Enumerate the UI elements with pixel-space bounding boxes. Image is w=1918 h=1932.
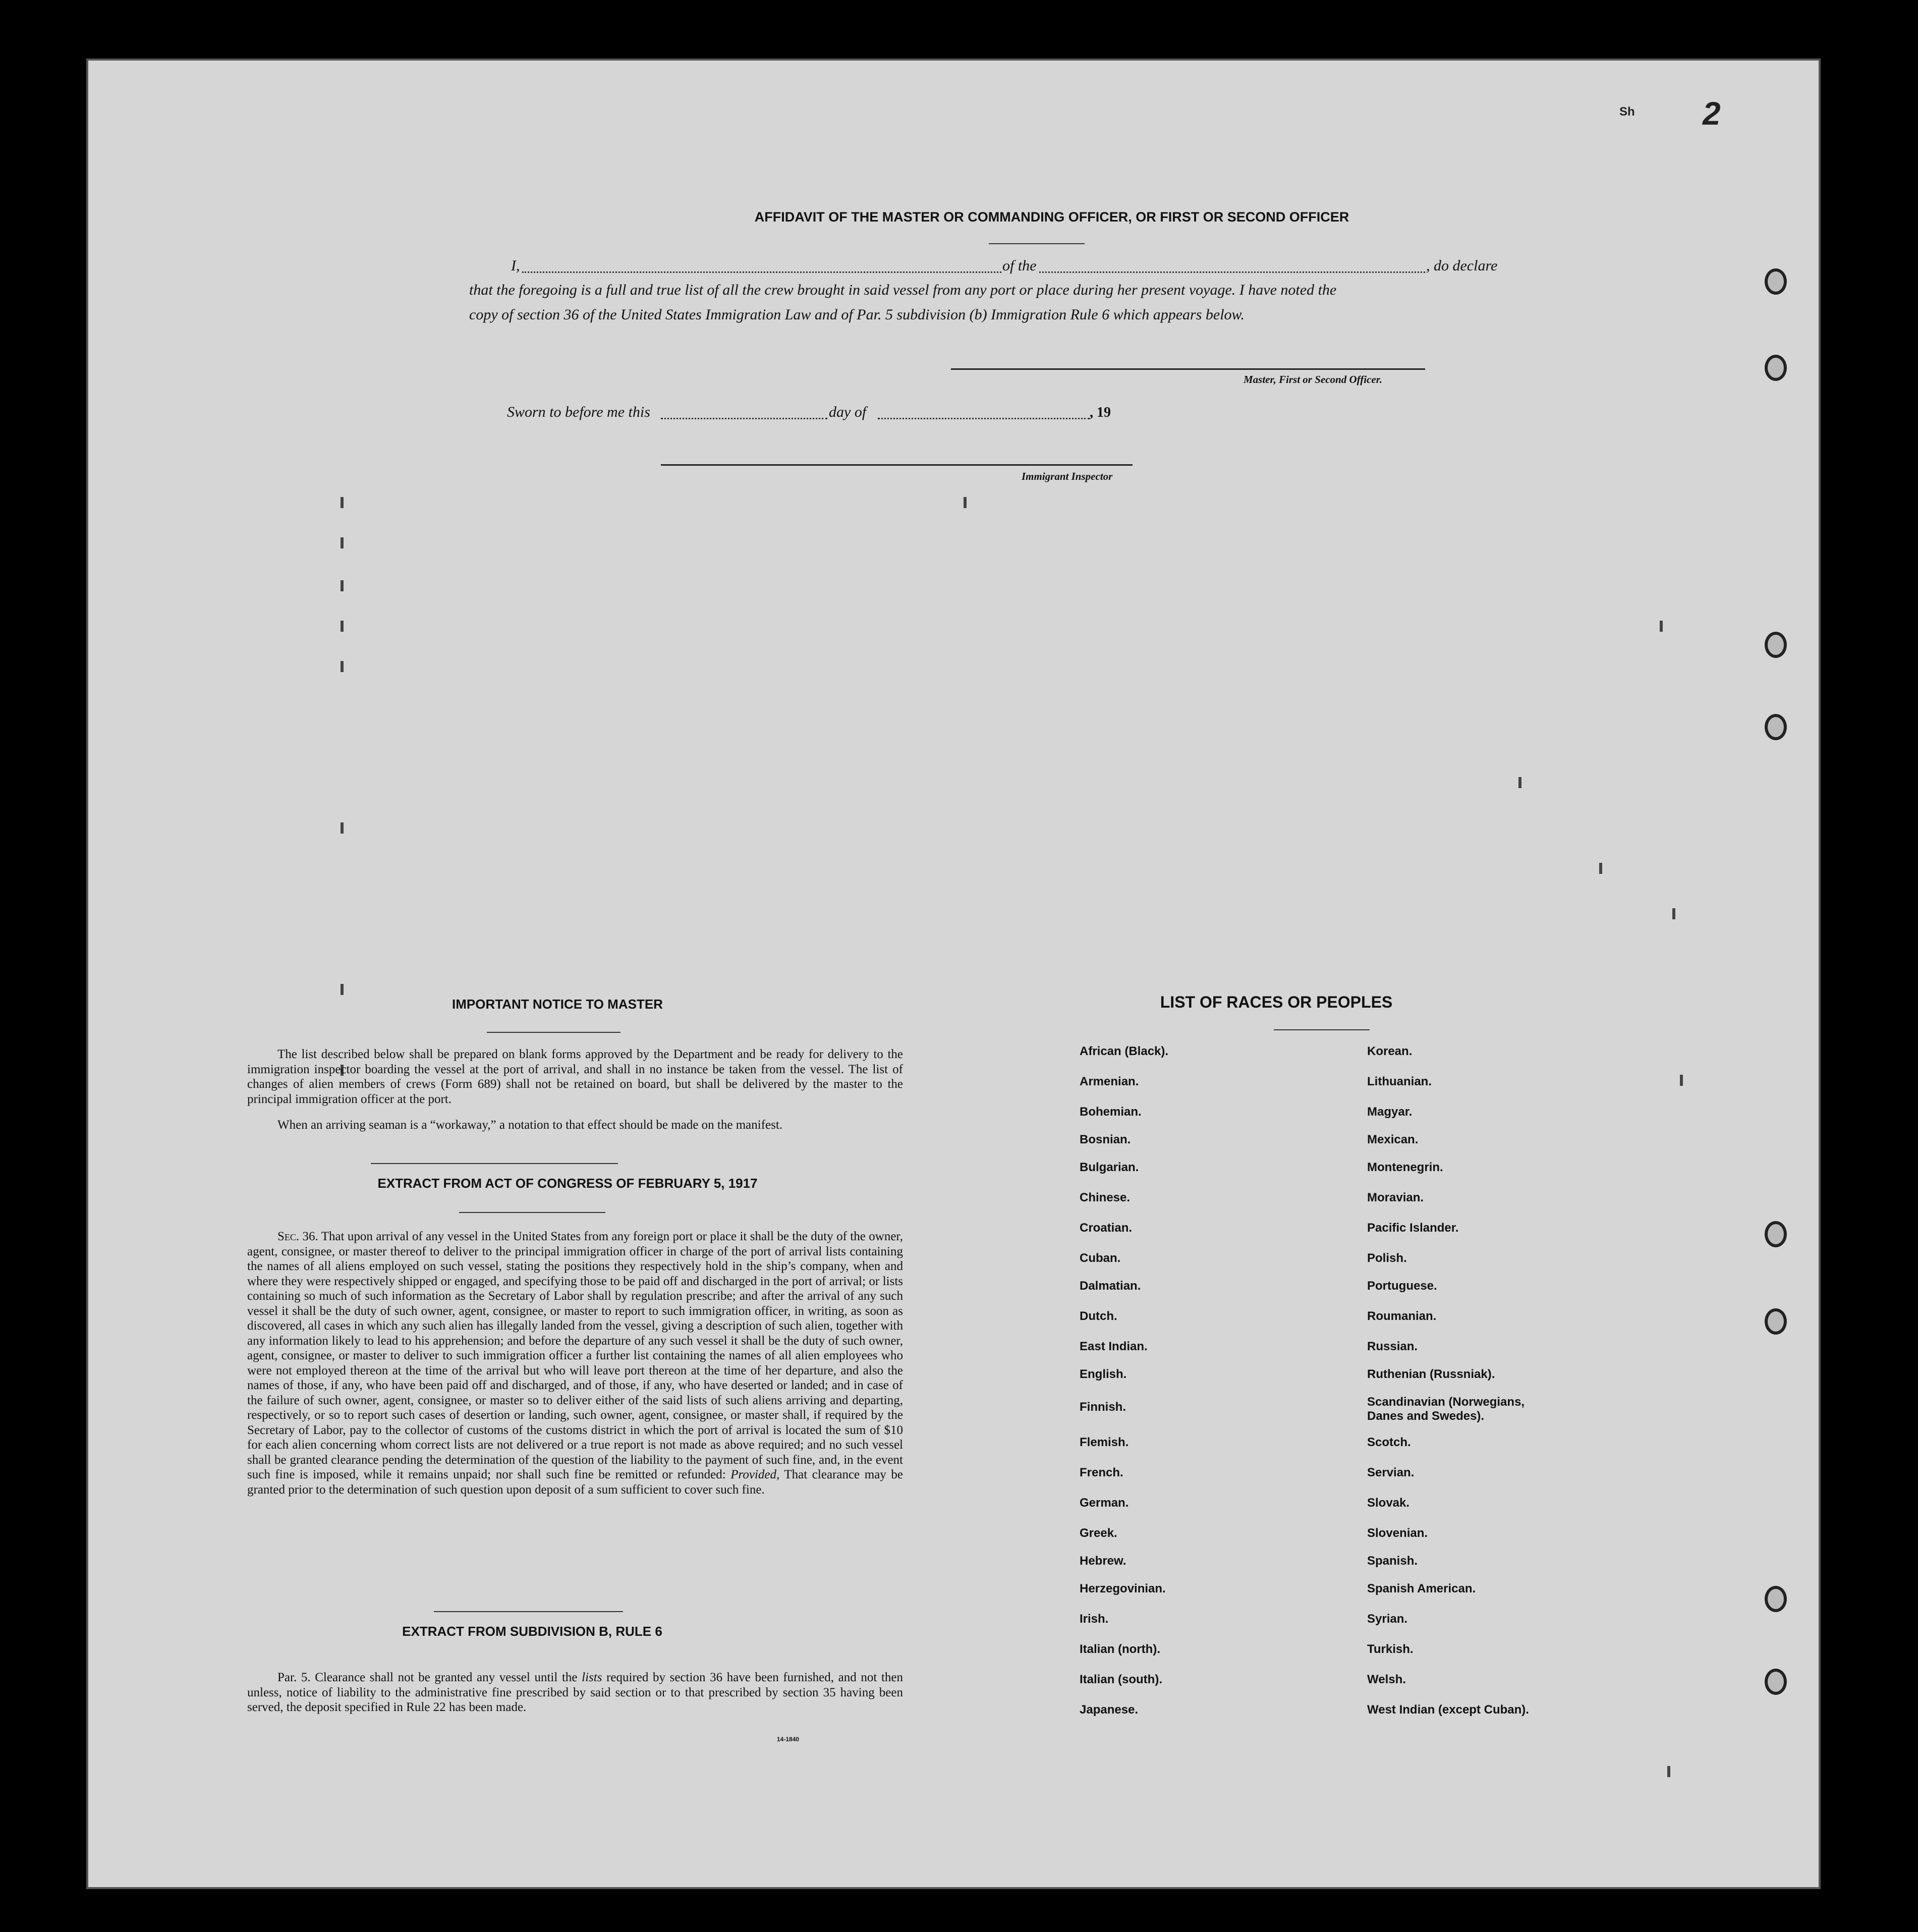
inspector-caption: Immigrant Inspector <box>1022 470 1113 482</box>
race-item: Lithuanian. <box>1367 1075 1432 1088</box>
affidavit-declare-label: , do declare <box>1426 257 1498 274</box>
races-title-rule <box>1274 1029 1370 1030</box>
race-item: English. <box>1080 1367 1127 1381</box>
race-item: Dalmatian. <box>1080 1279 1141 1293</box>
race-item: Spanish. <box>1367 1554 1418 1568</box>
vessel-field[interactable] <box>1039 271 1425 273</box>
race-item: Scotch. <box>1367 1436 1411 1449</box>
sworn-day-field[interactable] <box>661 418 827 419</box>
rule-paragraph <box>247 1670 903 1715</box>
name-field[interactable] <box>522 271 1001 273</box>
rule-par-end: required by section 36 have been furnished, and not then unless, notice of liability to the administrative fine prescribed by said section or to that prescribed by section 35 having been served, the deposit specified in Rule 22 has been made. <box>247 1671 904 1714</box>
sworn-label: Sworn to before me this <box>507 404 650 420</box>
race-item: Herzegovinian. <box>1080 1582 1166 1595</box>
bleed-mark <box>341 621 344 632</box>
act-rule <box>459 1212 605 1213</box>
race-item: Syrian. <box>1367 1612 1408 1626</box>
race-item: Slovak. <box>1367 1496 1410 1510</box>
form-number: 14-1840 <box>777 1736 800 1743</box>
race-item: Chinese. <box>1080 1191 1131 1204</box>
race-item: Hebrew. <box>1080 1554 1126 1568</box>
race-item: African (Black). <box>1080 1044 1169 1058</box>
race-item: Croatian. <box>1080 1221 1133 1235</box>
race-item: Mexican. <box>1367 1133 1419 1146</box>
act-text-end: That clearance may be granted prior to the determination of such question upon deposit of a sum sufficient to cover such fine. <box>247 1468 903 1497</box>
race-item: Flemish. <box>1080 1436 1129 1449</box>
race-item: East Indian. <box>1080 1340 1148 1353</box>
race-item: Italian (south). <box>1080 1673 1162 1686</box>
bleed-mark <box>1660 621 1663 632</box>
bleed-mark <box>1672 908 1675 919</box>
affidavit-of-label: of the <box>1002 257 1037 274</box>
race-item: Servian. <box>1367 1466 1415 1479</box>
bleed-mark <box>1680 1075 1683 1086</box>
race-item: Irish. <box>1080 1612 1109 1626</box>
bleed-mark <box>341 661 344 672</box>
notice-paragraph-2: When an arriving seaman is a “workaway,” a notation to that effect should be made on the manifest. <box>277 1118 783 1132</box>
affidavit-line2: that the foregoing is a full and true list of all the crew brought in said vessel from any port or place during her present voyage. I have noted the <box>469 282 1337 298</box>
affidavit-title-rule <box>989 243 1085 244</box>
race-item: Greek. <box>1080 1526 1117 1540</box>
punch-hole <box>1765 1308 1787 1335</box>
bleed-mark <box>964 497 967 508</box>
race-item: Polish. <box>1367 1251 1407 1265</box>
corner-number: 2 <box>1703 95 1721 132</box>
race-item: Bohemian. <box>1080 1105 1142 1119</box>
affidavit-title: AFFIDAVIT OF THE MASTER OR COMMANDING OFFICER, OR FIRST OR SECOND OFFICER <box>754 209 1349 225</box>
act-text: That upon arrival of any vessel in the United States from any foreign port or place it shall be the duty of the owner, agent, consignee, or master thereof to deliver to the principal immigration officer in charge of the port of arrival lists containing the names of all aliens employed on such vessel, stating the positions they respectively hold in the ship’s company, when and where they were respectively shipped or engaged, and specifying those to be paid off and discharged in the port of arrival; or lists containing so much of such information as the Secretary of Labor shall by regulation prescribe; and after the arrival of any such vessel it shall be the duty of such owner, agent, consignee, or master to report to such immigration officer, in writing, as soon as discovered, all cases in which any such alien has illegally landed from the vessel, giving a description of such alien, together with any information likely to lead to his apprehension; and before the departure of any such vessel it shall be the duty of such owner, agent, consignee, or master to deliver to such immigration officer a further list containing the names of all alien employees who were not employed thereon at the time of the arrival but who will leave port thereon at the time of her departure, and also the names of those, if any, who have been paid off and discharged, and of those, if any, who have deserted or landed; and in case of the failure of such owner, agent, consignee, or master so to deliver either of the said lists of such aliens arriving and departing, respectively, or so to report such cases of desertion or landing, such owner, agent, consignee, or master shall, if required by the Secretary of Labor, pay to the collector of customs of the customs district in which the port of arrival is located the sum of $10 for each alien concerning whom correct lists are not delivered or a true report is not made as above required; and no such vessel shall be granted clearance pending the determination of the question of the liability to the payment of such fine, and, in the event such fine is imposed, while it remains unpaid; nor shall such fine be remitted or refunded: <box>247 1230 903 1481</box>
race-item: Japanese. <box>1080 1703 1139 1717</box>
punch-hole <box>1765 714 1787 740</box>
race-item: Finnish. <box>1080 1400 1126 1414</box>
bleed-mark <box>341 984 344 995</box>
race-item: Bulgarian. <box>1080 1161 1139 1174</box>
punch-hole <box>1765 1586 1787 1612</box>
rule-title: EXTRACT FROM SUBDIVISION B, RULE 6 <box>402 1624 662 1639</box>
race-item: Turkish. <box>1367 1642 1414 1656</box>
bleed-mark <box>1667 1766 1670 1777</box>
race-item: Roumanian. <box>1367 1309 1437 1323</box>
act-title: EXTRACT FROM ACT OF CONGRESS OF FEBRUARY 5, 1917 <box>377 1176 758 1191</box>
race-item: Russian. <box>1367 1340 1418 1353</box>
rule-lists-word: lists <box>582 1671 602 1684</box>
punch-hole <box>1765 355 1787 381</box>
bleed-mark <box>341 537 344 548</box>
race-item: French. <box>1080 1466 1123 1479</box>
race-item: Portuguese. <box>1367 1279 1437 1293</box>
inspector-signature-line[interactable] <box>661 464 1133 466</box>
race-item: German. <box>1080 1496 1129 1510</box>
notice-paragraph-1: The list described below shall be prepared on blank forms approved by the Department and be ready for delivery to the immigration inspector boarding the vessel at the port of arrival, and shall in no instance be taken from the vessel. The list of changes of alien members of crews (Form 689) shall not be retained on board, but shall be delivered by the master to the principal immigration officer at the port. <box>247 1047 903 1106</box>
bleed-mark <box>1518 777 1521 788</box>
punch-hole <box>1765 268 1787 295</box>
races-title: LIST OF RACES OR PEOPLES <box>1160 993 1393 1011</box>
race-item: Italian (north). <box>1080 1642 1160 1656</box>
document-sheet <box>88 61 1819 1887</box>
day-of-label: day of <box>829 404 867 420</box>
race-item: Slovenian. <box>1367 1526 1428 1540</box>
affidavit-i-label: I, <box>511 257 520 274</box>
race-item: Pacific Islander. <box>1367 1221 1459 1235</box>
notice-rule <box>487 1032 620 1033</box>
punch-hole <box>1765 632 1787 658</box>
notice-title: IMPORTANT NOTICE TO MASTER <box>452 997 663 1012</box>
race-item: Spanish American. <box>1367 1582 1476 1595</box>
race-item: Magyar. <box>1367 1105 1413 1119</box>
notice-bottom-rule <box>371 1163 618 1164</box>
race-item: Scandinavian (Norwegians, <box>1367 1395 1525 1409</box>
sworn-month-field[interactable] <box>878 418 1090 419</box>
rule-par-text: Par. 5. Clearance shall not be granted any vessel until the <box>277 1671 578 1684</box>
punch-hole <box>1765 1669 1787 1695</box>
year-label: , 19 <box>1090 405 1111 420</box>
officer-signature-caption: Master, First or Second Officer. <box>1244 373 1382 385</box>
act-section-36 <box>247 1229 903 1497</box>
race-item: Moravian. <box>1367 1191 1424 1204</box>
punch-hole <box>1765 1221 1787 1247</box>
race-item: Welsh. <box>1367 1673 1406 1686</box>
race-item: Dutch. <box>1080 1309 1117 1323</box>
race-item: Armenian. <box>1080 1075 1139 1088</box>
act-provided: Provided, <box>730 1468 780 1481</box>
bleed-mark <box>341 822 344 834</box>
affidavit-line3: copy of section 36 of the United States Immigration Law and of Par. 5 subdivision (b) Immigration Rule 6 which appears below. <box>469 306 1245 323</box>
race-item: Bosnian. <box>1080 1133 1131 1146</box>
race-item: West Indian (except Cuban). <box>1367 1703 1529 1717</box>
race-item: Montenegrin. <box>1367 1161 1443 1174</box>
bleed-mark <box>341 497 344 508</box>
race-item: Cuban. <box>1080 1251 1121 1265</box>
act-bottom-rule <box>434 1611 623 1612</box>
race-item: Korean. <box>1367 1044 1413 1058</box>
officer-signature-line[interactable] <box>951 368 1425 370</box>
bleed-mark <box>341 580 344 591</box>
bleed-mark <box>1599 863 1602 874</box>
act-sec-label: Sec. 36. <box>277 1230 318 1243</box>
corner-stamp: Sh <box>1619 105 1635 119</box>
race-item: Ruthenian (Russniak). <box>1367 1367 1495 1381</box>
race-scandinavian-line2: Danes and Swedes). <box>1367 1409 1485 1423</box>
